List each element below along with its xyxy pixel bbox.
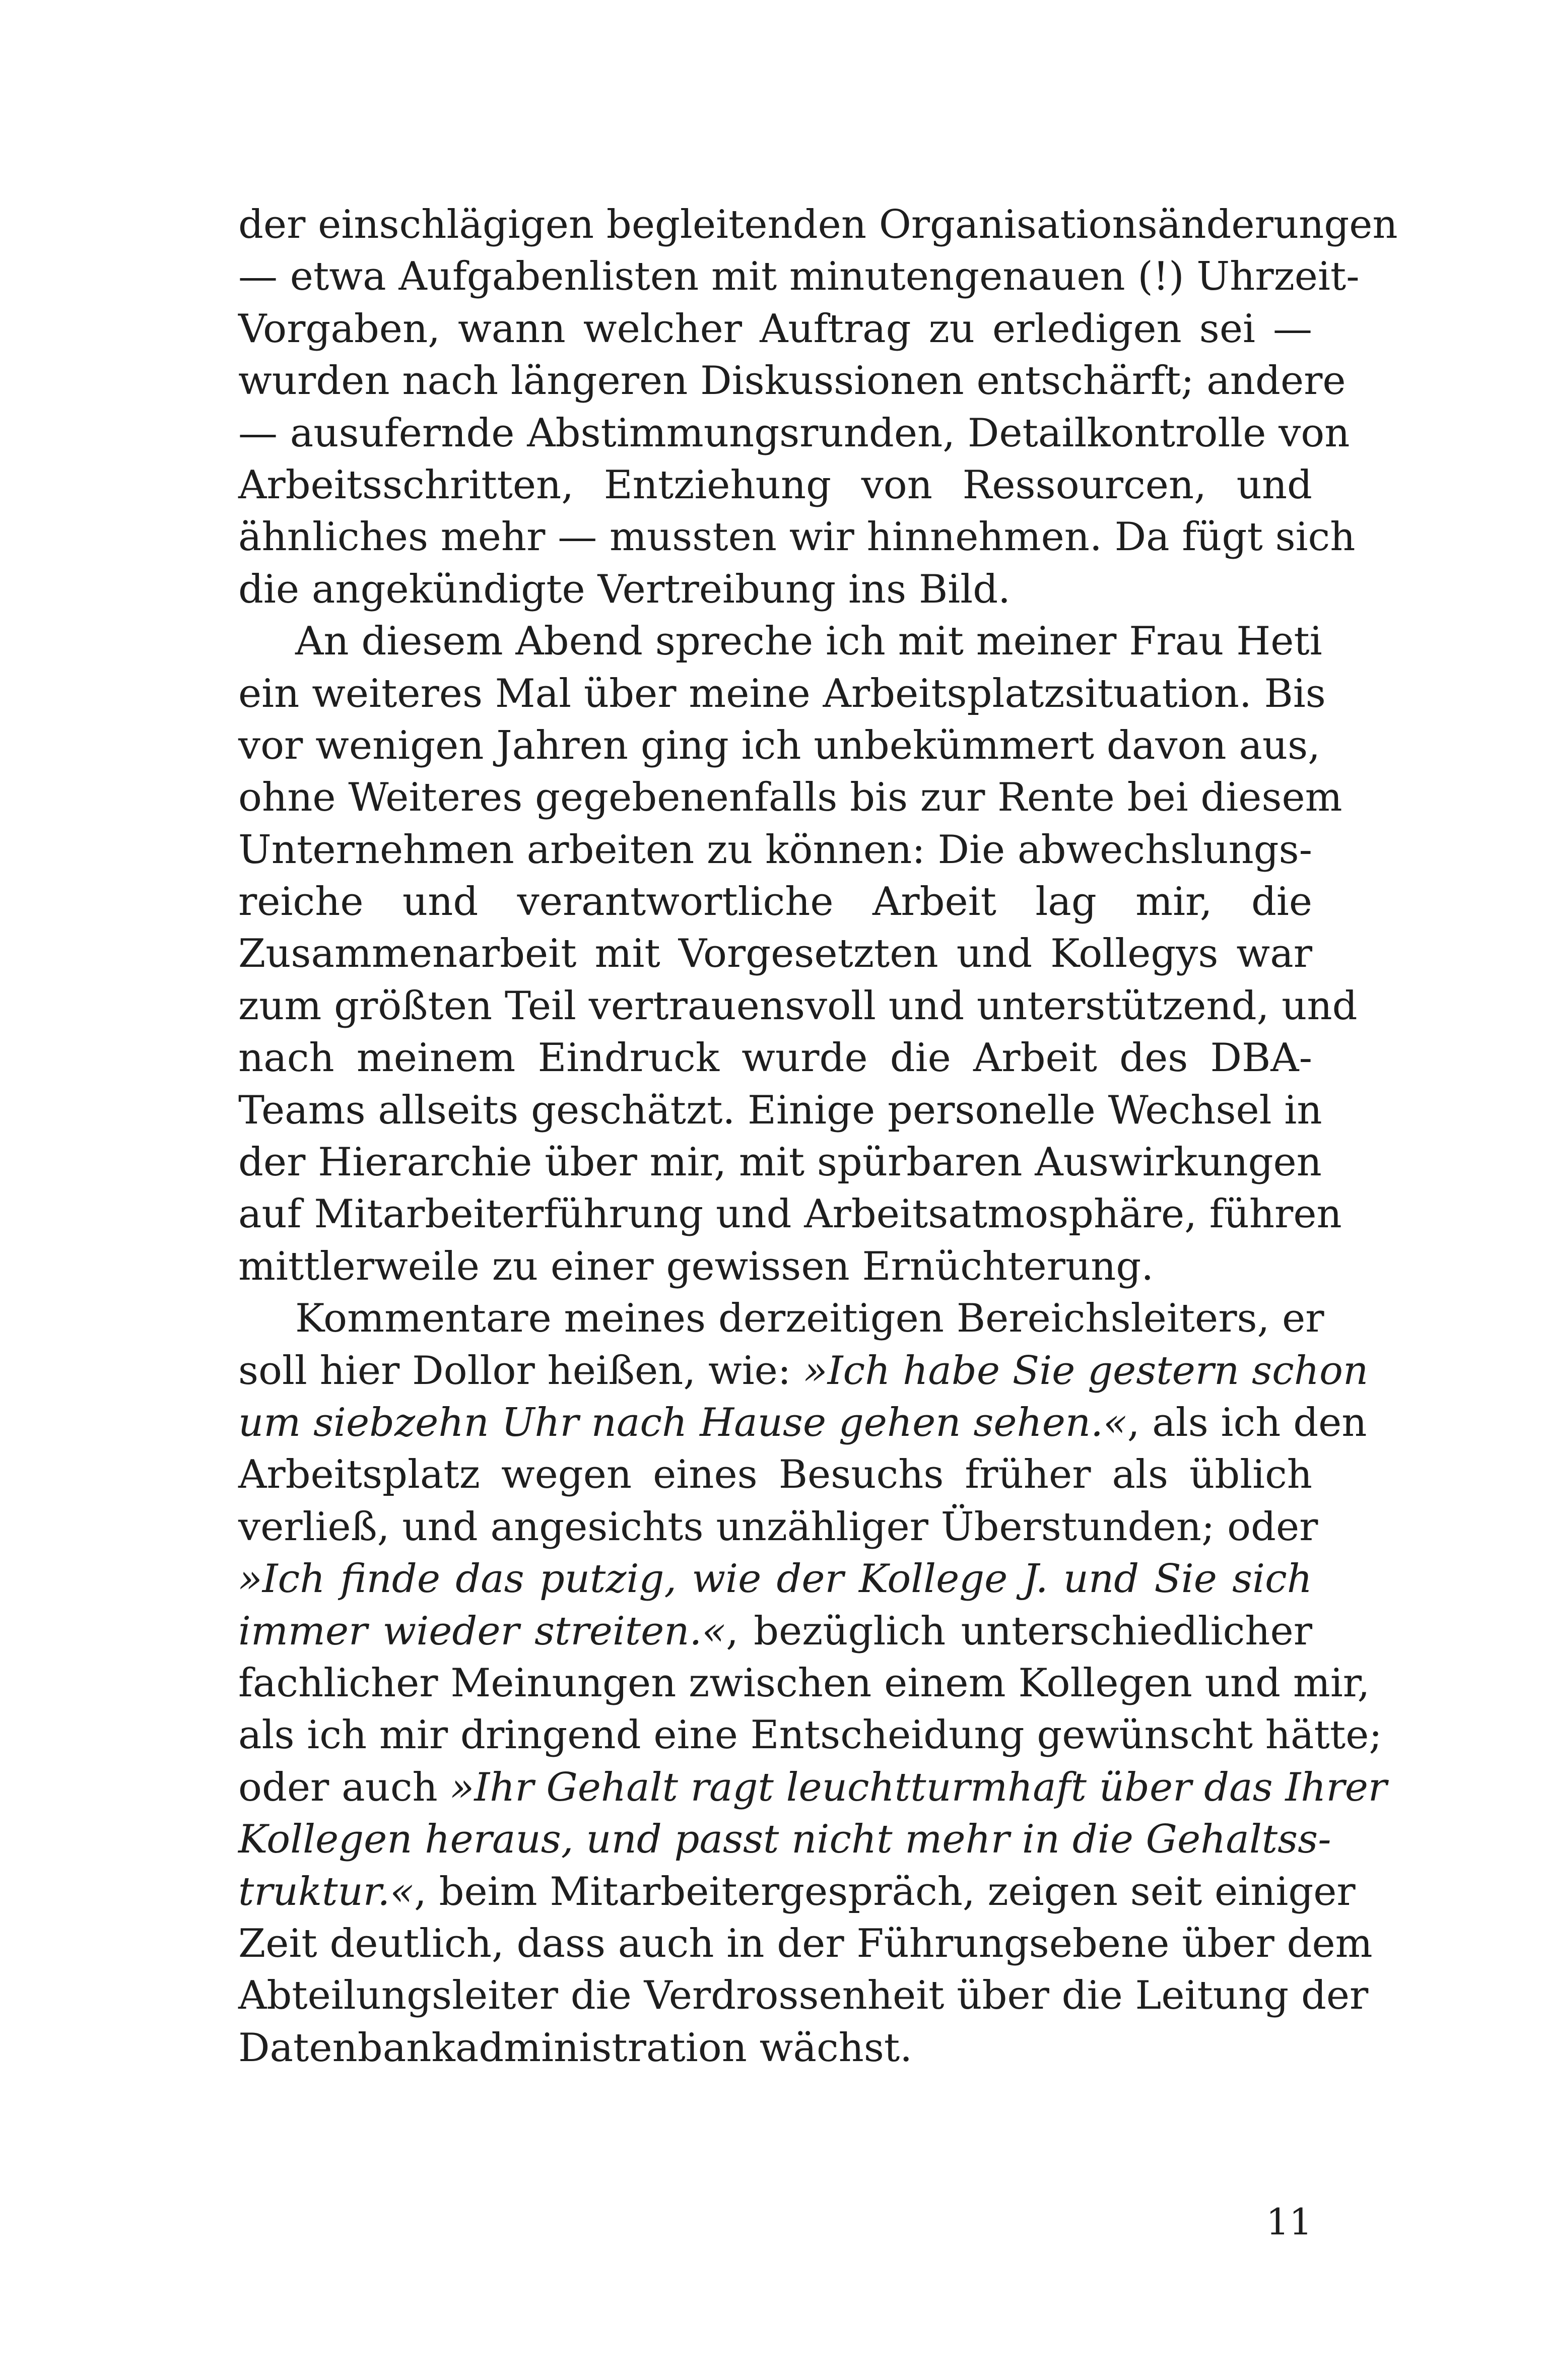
text-line xyxy=(238,1241,1312,1293)
text-line xyxy=(238,1814,1331,1866)
text-line xyxy=(238,251,1360,303)
text-line xyxy=(238,1449,1312,1501)
text-run: Vorgaben, wann welcher Auftrag zu erledigen sei — xyxy=(238,306,1312,352)
text-line xyxy=(238,616,1322,668)
text-run: vor wenigen Jahren ging ich unbekümmert davon aus, xyxy=(238,722,1320,768)
paragraph xyxy=(238,199,1398,616)
text-run: Kommentare meines derzeitigen Bereichsleiters, er xyxy=(295,1296,1324,1342)
text-run: zum größten Teil vertrauensvoll und unterstützend, und xyxy=(238,983,1358,1029)
text-line xyxy=(238,1762,1387,1814)
text-run: An diesem Abend spreche ich mit meiner Frau Heti xyxy=(295,619,1322,665)
text-run: Arbeitsschritten, Entziehung von Ressourcen, und xyxy=(238,462,1312,508)
text-run: der einschlägigen begleitenden Organisationsänderungen xyxy=(238,202,1398,247)
text-run: Abteilungsleiter die Verdrossenheit über die Leitung der xyxy=(238,1973,1369,2019)
italic-quote: »Ihr Gehalt ragt leuchtturmhaft über das Ihrer xyxy=(450,1764,1387,1810)
text-run: ähnliches mehr — mussten wir hinnehmen. Da fügt sich xyxy=(238,514,1356,560)
text-line xyxy=(238,1866,1356,1918)
text-run: , als ich den xyxy=(1127,1400,1367,1445)
text-run: — ausufernde Abstimmungsrunden, Detailkontrolle von xyxy=(238,410,1350,456)
body-text xyxy=(238,199,1398,2074)
text-run: , beim Mitarbeitergespräch, zeigen seit einiger xyxy=(414,1869,1356,1914)
text-run: Unternehmen arbeiten zu können: Die abwechslungs- xyxy=(238,827,1312,873)
text-line xyxy=(238,1032,1312,1084)
text-run: verließ, und angesichts unzähliger Überstunden; oder xyxy=(238,1504,1318,1550)
page-number: 11 xyxy=(1266,2201,1312,2243)
text-line xyxy=(238,876,1312,928)
italic-quote: truktur.« xyxy=(238,1869,414,1914)
italic-quote: immer wieder streiten.« xyxy=(238,1608,726,1654)
text-line xyxy=(238,720,1320,772)
text-line xyxy=(238,511,1356,563)
italic-quote: »Ich finde das putzig, wie der Kollege J. und Sie sich xyxy=(238,1556,1312,1602)
text-run: nach meinem Eindruck wurde die Arbeit des DBA- xyxy=(238,1035,1312,1081)
text-line xyxy=(238,1345,1369,1397)
text-run: der Hierarchie über mir, mit spürbaren Auswirkungen xyxy=(238,1140,1322,1185)
italic-quote: um siebzehn Uhr nach Hause gehen sehen.« xyxy=(238,1400,1127,1445)
text-run: ein weiteres Mal über meine Arbeitsplatzsituation. Bis xyxy=(238,671,1326,716)
text-line xyxy=(238,1658,1370,1709)
text-line xyxy=(238,2022,1312,2074)
text-run: auf Mitarbeiterführung und Arbeitsatmosphäre, führen xyxy=(238,1192,1342,1237)
text-line xyxy=(238,980,1358,1032)
text-line xyxy=(238,1188,1342,1240)
text-line xyxy=(238,928,1312,980)
text-run: — etwa Aufgabenlisten mit minutengenauen (!) Uhrzeit- xyxy=(238,254,1360,300)
text-line xyxy=(238,1085,1322,1137)
text-run: ohne Weiteres gegebenenfalls bis zur Rente bei diesem xyxy=(238,775,1342,821)
text-line xyxy=(238,772,1342,824)
text-line xyxy=(238,303,1312,355)
text-run: Zusammenarbeit mit Vorgesetzten und Kollegys war xyxy=(238,931,1312,977)
text-line xyxy=(238,408,1350,459)
paragraph xyxy=(238,1293,1387,2074)
text-line xyxy=(238,1501,1318,1553)
text-run: als ich mir dringend eine Entscheidung gewünscht hätte; xyxy=(238,1712,1382,1758)
text-line xyxy=(238,459,1312,511)
text-line xyxy=(238,564,1312,616)
text-run: Teams allseits geschätzt. Einige personelle Wechsel in xyxy=(238,1087,1322,1133)
text-line xyxy=(238,1918,1373,1970)
text-run: wurden nach längeren Diskussionen entschärft; andere xyxy=(238,358,1346,404)
text-run: Zeit deutlich, dass auch in der Führungsebene über dem xyxy=(238,1921,1373,1966)
text-run: Arbeitsplatz wegen eines Besuchs früher als üblich xyxy=(238,1452,1312,1498)
text-line xyxy=(238,668,1326,720)
text-run: mittlerweile zu einer gewissen Ernüchterung. xyxy=(238,1243,1154,1289)
text-run: oder auch xyxy=(238,1764,450,1810)
text-line xyxy=(238,1293,1324,1345)
paragraph xyxy=(238,616,1358,1293)
text-run: die angekündigte Vertreibung ins Bild. xyxy=(238,566,1011,612)
text-line xyxy=(238,1553,1312,1605)
text-line xyxy=(238,1397,1367,1449)
text-line xyxy=(238,199,1398,251)
text-line xyxy=(238,824,1312,876)
text-line xyxy=(238,1709,1382,1761)
text-run: Datenbankadministration wächst. xyxy=(238,2025,913,2071)
text-run: fachlicher Meinungen zwischen einem Kollegen und mir, xyxy=(238,1660,1370,1706)
text-line xyxy=(238,1970,1369,2022)
text-line xyxy=(238,1137,1322,1188)
text-line xyxy=(238,1606,1312,1658)
text-run: reiche und verantwortliche Arbeit lag mir, die xyxy=(238,879,1312,925)
text-run: soll hier Dollor heißen, wie: xyxy=(238,1348,803,1394)
italic-quote: Kollegen heraus, und passt nicht mehr in die Gehaltss- xyxy=(238,1817,1331,1863)
text-line xyxy=(238,355,1346,407)
text-run: , bezüglich unterschiedlicher xyxy=(726,1608,1312,1654)
italic-quote: »Ich habe Sie gestern schon xyxy=(803,1348,1369,1394)
